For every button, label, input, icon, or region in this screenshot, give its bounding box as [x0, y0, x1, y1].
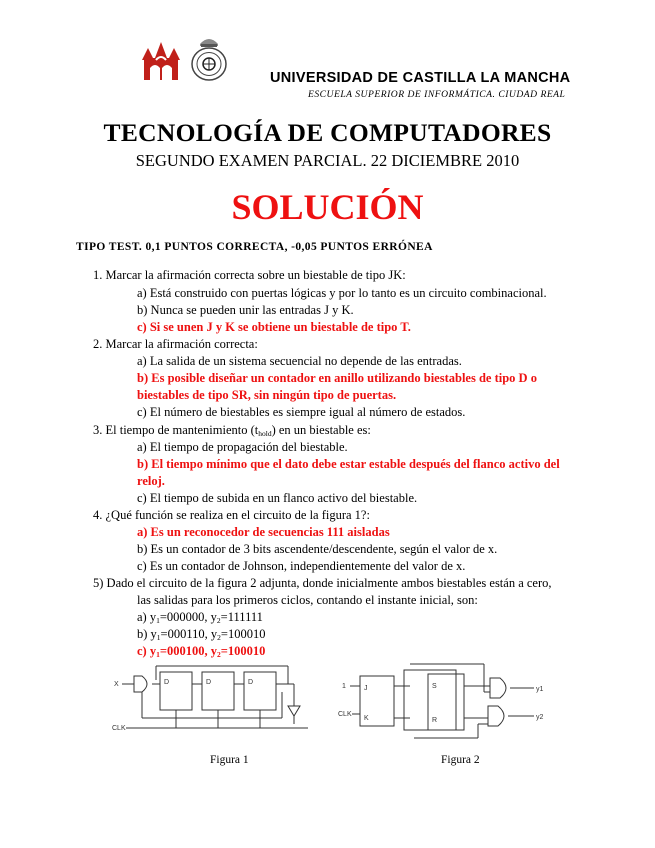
q5-option-b: b) $y_1=000110$, $y_2=100010$: [137, 627, 266, 642]
question-1: 1. Marcar la afirmación correcta sobre un biestable de tipo JK:: [93, 268, 406, 282]
fig2-output-y2-label: y2: [536, 714, 544, 721]
q2-option-b-correct: b) Es posible diseñar un contador en anillo utilizando biestables de tipo D o: [137, 371, 537, 385]
test-scoring-header: TIPO TEST. 0,1 PUNTOS CORRECTA, -0,05 PUNTOS ERRÓNEA: [76, 241, 433, 253]
hold-subscript: hold: [258, 429, 272, 438]
question-5: 5) Dado el circuito de la figura 2 adjunta, donde inicialmente ambos biestables están a cero,: [93, 576, 552, 590]
q3-option-c: c) El tiempo de subida en un flanco activo del biestable.: [137, 491, 418, 505]
q5-option-c-correct: c) $y_1=000100$, $y_2=100010$: [137, 644, 266, 659]
university-name: UNIVERSIDAD DE CASTILLA LA MANCHA: [270, 70, 571, 86]
q1-option-b: b) Nunca se pueden unir las entradas J y K.: [137, 303, 354, 317]
q2-option-b-continued: biestables de tipo SR, sin ningún tipo de puertas.: [137, 388, 397, 402]
fig2-ff2-r-label: R: [432, 717, 438, 724]
figure-2-circuit: [338, 662, 556, 742]
figure-1-caption: Figura 1: [210, 754, 249, 766]
fig1-clk-label: CLK: [112, 725, 126, 732]
university-castle-logo: [138, 38, 184, 82]
q5-option-a: a) $y_1=000000$, $y_2=111111$: [137, 610, 263, 625]
fig2-clk-label: CLK: [338, 711, 352, 718]
fig2-output-y1-label: y1: [536, 686, 544, 693]
q4-option-a-correct: a) Es un reconocedor de secuencias 111 aisladas: [137, 525, 390, 539]
figure-2-caption: Figura 2: [441, 754, 480, 766]
fig1-ff3-d-label: D: [248, 679, 254, 686]
figure-1-circuit: [112, 662, 326, 742]
fig1-ff2-d-label: D: [206, 679, 212, 686]
question-5-continued: las salidas para los primeros ciclos, contando el instante inicial, son:: [137, 593, 478, 607]
question-3: 3. El tiempo de mantenimiento $(t_{hold})$ en un biestable es:: [93, 423, 371, 438]
fig2-ff1-k-label: K: [364, 715, 369, 722]
fig1-ff1-d-label: D: [164, 679, 170, 686]
fig2-ff2-s-label: S: [432, 683, 437, 690]
q4-option-b: b) Es un contador de 3 bits ascendente/descendente, según el valor de x.: [137, 542, 498, 556]
fig1-input-x-label: X: [114, 681, 119, 688]
solution-heading: SOLUCIÓN: [231, 187, 424, 227]
q2-option-c: c) El número de biestables es siempre igual al número de estados.: [137, 405, 466, 419]
q1-option-a: a) Está construido con puertas lógicas y por lo tanto es un circuito combinacional.: [137, 286, 547, 300]
q2-option-a: a) La salida de un sistema secuencial no depende de las entradas.: [137, 354, 462, 368]
exam-subtitle: SEGUNDO EXAMEN PARCIAL. 22 DICIEMBRE 2010: [135, 151, 520, 170]
q3-option-a: a) El tiempo de propagación del biestable.: [137, 440, 348, 454]
page-title: TECNOLOGÍA DE COMPUTADORES: [103, 118, 552, 147]
question-2: 2. Marcar la afirmación correcta:: [93, 337, 258, 351]
question-4: 4. ¿Qué función se realiza en el circuito de la figura 1?:: [93, 508, 370, 522]
q4-option-c: c) Es un contador de Johnson, independientemente del valor de x.: [137, 559, 466, 573]
school-name: ESCUELA SUPERIOR DE INFORMÁTICA. CIUDAD REAL: [308, 89, 566, 100]
fig2-input-label: 1: [342, 683, 346, 690]
q3-option-b-correct: b) El tiempo mínimo que el dato debe estar estable después del flanco activo del: [137, 457, 560, 471]
q3-option-b-continued: reloj.: [137, 474, 165, 488]
q1-option-c-correct: c) Si se unen J y K se obtiene un biestable de tipo T.: [137, 320, 411, 334]
fig2-ff1-j-label: J: [364, 685, 368, 692]
school-seal-logo: [188, 36, 230, 82]
